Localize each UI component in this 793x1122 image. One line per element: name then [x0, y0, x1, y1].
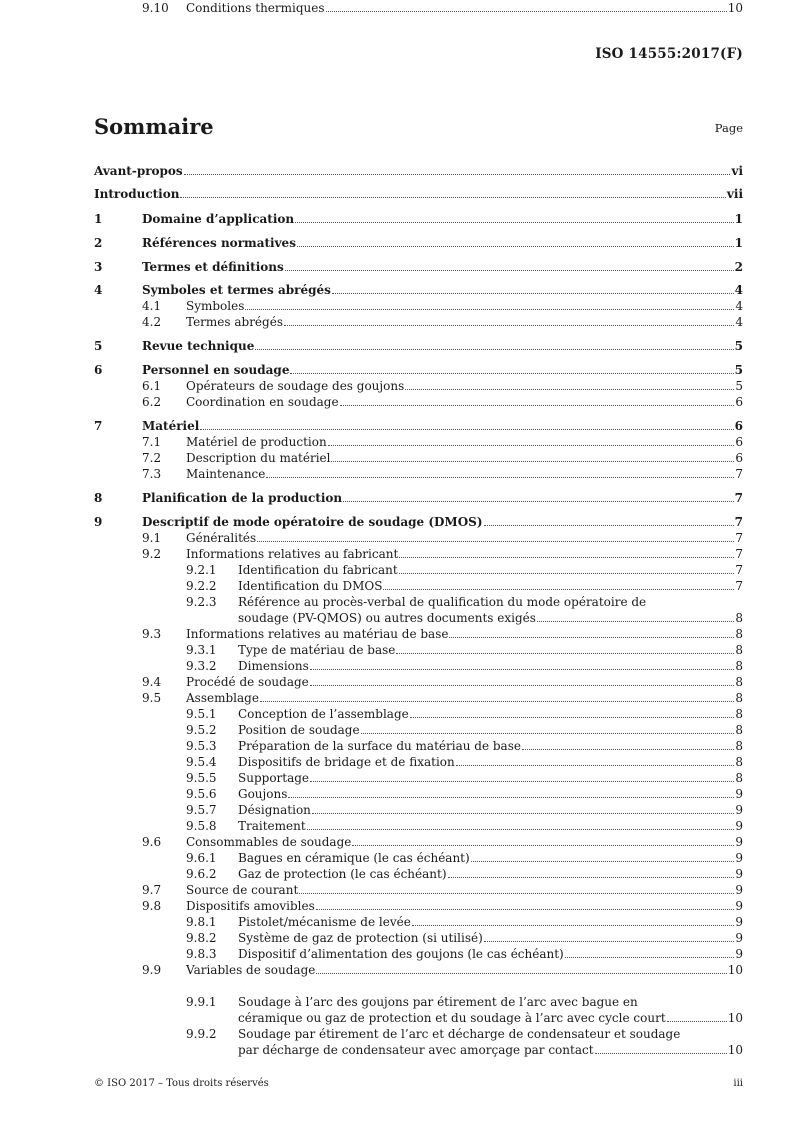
- toc-entry-page: 4: [734, 283, 743, 297]
- toc-entry-number: 7: [94, 419, 103, 433]
- toc-entry-page: 7: [735, 563, 743, 577]
- toc-entry[interactable]: [94, 722, 743, 738]
- dot-leader: [565, 957, 735, 958]
- toc-entry-number: 9.8.1: [186, 915, 217, 929]
- dot-leader: [307, 829, 735, 830]
- dot-leader: [200, 429, 733, 430]
- toc-entry-number: 9.7: [142, 883, 162, 897]
- toc-entry-page: 8: [735, 707, 743, 721]
- toc-entry[interactable]: [94, 1026, 743, 1057]
- toc-entry-title: Système de gaz de protection (si utilisé): [238, 931, 483, 945]
- toc-entry[interactable]: [94, 770, 743, 786]
- toc-entry-number: 9.8.2: [186, 931, 217, 945]
- toc-entry-title-continuation: soudage (PV-QMOS) ou autres documents exigés: [238, 611, 536, 625]
- dot-leader: [285, 270, 734, 271]
- toc-entry-page: 8: [735, 643, 743, 657]
- toc-entry[interactable]: [94, 882, 743, 898]
- toc-entry-number: 9.9: [142, 963, 162, 977]
- dot-leader: [449, 637, 734, 638]
- toc-entry-number: 8: [94, 491, 103, 505]
- toc-entry-page: 7: [735, 579, 743, 593]
- toc-entry[interactable]: [94, 690, 743, 706]
- dot-leader: [361, 733, 735, 734]
- dot-leader: [405, 389, 734, 390]
- toc-entry-title: Position de soudage: [238, 723, 360, 737]
- toc-entry-title: Avant-propos: [94, 164, 183, 178]
- dot-leader: [180, 197, 725, 198]
- toc-entry-title: Opérateurs de soudage des goujons: [186, 379, 405, 393]
- toc-entry[interactable]: [94, 434, 743, 450]
- dot-leader: [332, 293, 734, 294]
- dot-leader: [297, 246, 734, 247]
- toc-entry-page: 9: [735, 851, 743, 865]
- toc-entry-number: 9.9.2: [186, 1027, 217, 1041]
- toc-entry[interactable]: [94, 466, 743, 482]
- toc-entry-page: 8: [735, 755, 743, 769]
- dot-leader: [448, 877, 735, 878]
- toc-entry[interactable]: [94, 914, 743, 930]
- toc-entry[interactable]: [94, 418, 743, 434]
- toc-entry-number: 6.1: [142, 379, 162, 393]
- toc-entry[interactable]: [94, 490, 743, 506]
- toc-entry-page: 9: [735, 947, 743, 961]
- toc-entry-number: 9.6: [142, 835, 162, 849]
- toc-entry-page: 8: [735, 611, 743, 625]
- toc-entry-number: 9.2: [142, 547, 162, 561]
- toc-entry-title: Supportage: [238, 771, 310, 785]
- toc-entry[interactable]: [94, 450, 743, 466]
- toc-entry-number: 9.5.2: [186, 723, 217, 737]
- toc-entry[interactable]: [94, 378, 743, 394]
- dot-leader: [328, 445, 735, 446]
- toc-entry-title: Soudage par étirement de l’arc et décharge de condensateur et soudage: [238, 1027, 681, 1041]
- toc-entry[interactable]: [94, 186, 743, 202]
- toc-entry-title: Références normatives: [142, 236, 296, 250]
- toc-entry[interactable]: [94, 738, 743, 754]
- toc-entry-page: 10: [727, 963, 743, 977]
- toc-entry[interactable]: [94, 754, 743, 770]
- toc-entry-number: 2: [94, 236, 103, 250]
- dot-leader: [257, 541, 734, 542]
- toc-entry-number: 4.1: [142, 299, 162, 313]
- toc-entry-title: Termes et définitions: [142, 260, 284, 274]
- toc-entry-title: Matériel de production: [186, 435, 327, 449]
- dot-leader: [316, 973, 726, 974]
- toc-entry-number: 9.8: [142, 899, 162, 913]
- toc-entry-title: Informations relatives au matériau de base: [186, 627, 449, 641]
- toc-entry[interactable]: [94, 259, 743, 275]
- dot-leader: [245, 309, 734, 310]
- toc-entry-page: 8: [735, 675, 743, 689]
- toc-entry-page: 9: [735, 803, 743, 817]
- dot-leader: [396, 653, 734, 654]
- toc-entry[interactable]: [94, 626, 743, 642]
- toc-entry[interactable]: [94, 786, 743, 802]
- toc-entry-number: 9.5.1: [186, 707, 217, 721]
- toc-entry-title: Symboles et termes abrégés: [142, 283, 331, 297]
- toc-entry-page: 6: [735, 435, 743, 449]
- toc-entry-title: Introduction: [94, 187, 180, 201]
- toc-entry-title: Dispositifs de bridage et de fixation: [238, 755, 455, 769]
- toc-entry[interactable]: [94, 530, 743, 546]
- toc-entry-page: 9: [735, 915, 743, 929]
- toc-entry-title: Termes abrégés: [186, 315, 283, 329]
- toc-entry-page: 9: [735, 787, 743, 801]
- dot-leader: [352, 845, 734, 846]
- toc-entry-title: Matériel: [142, 419, 200, 433]
- toc-entry-page: 4: [735, 315, 743, 329]
- toc-entry[interactable]: [94, 235, 743, 251]
- toc-entry-number: 9.5.4: [186, 755, 217, 769]
- toc-entry[interactable]: [94, 394, 743, 410]
- toc-entry[interactable]: [94, 834, 743, 850]
- toc-entry-page: 10: [727, 1043, 743, 1057]
- dot-leader: [410, 717, 735, 718]
- dot-leader: [522, 749, 734, 750]
- toc-entry-page: 9: [735, 883, 743, 897]
- toc-entry-title: Dispositifs amovibles: [186, 899, 315, 913]
- dot-leader: [456, 765, 735, 766]
- toc-entry-title: Variables de soudage: [186, 963, 316, 977]
- dot-leader: [484, 525, 734, 526]
- toc-entry-title: Source de courant: [186, 883, 299, 897]
- dot-leader: [484, 941, 735, 942]
- toc-entry-page: vii: [726, 187, 743, 201]
- toc-entry-title: Préparation de la surface du matériau de base: [238, 739, 521, 753]
- toc-entry-page: 5: [734, 339, 743, 353]
- toc-entry-page: 6: [735, 451, 743, 465]
- toc-entry-page: 6: [735, 395, 743, 409]
- toc-entry-title: Revue technique: [142, 339, 255, 353]
- toc-entry-title: Bagues en céramique (le cas échéant): [238, 851, 470, 865]
- dot-leader: [260, 701, 734, 702]
- toc-entry-page: 8: [735, 627, 743, 641]
- dot-leader: [340, 405, 735, 406]
- toc-entry-number: 1: [94, 212, 103, 226]
- toc-entry-number: 7.3: [142, 467, 162, 481]
- toc-entry-page: 9: [735, 931, 743, 945]
- toc-entry-number: 9.2.2: [186, 579, 217, 593]
- toc-entry-title: Assemblage: [186, 691, 259, 705]
- toc-entry-title: Dimensions: [238, 659, 309, 673]
- toc-entry[interactable]: [94, 546, 743, 562]
- toc-entry-title: Goujons: [238, 787, 288, 801]
- toc-entry[interactable]: [94, 946, 743, 962]
- toc-entry[interactable]: [94, 802, 743, 818]
- dot-leader: [295, 222, 734, 223]
- dot-leader: [266, 477, 734, 478]
- dot-leader: [310, 685, 735, 686]
- toc-entry-title: Gaz de protection (le cas échéant): [238, 867, 447, 881]
- toc-entry-title: Conditions thermiques: [186, 1, 325, 15]
- toc-entry-number: 9.5.8: [186, 819, 217, 833]
- toc-entry-number: 7.1: [142, 435, 162, 449]
- toc-entry[interactable]: [94, 211, 743, 227]
- toc-entry-page: 1: [734, 212, 743, 226]
- toc-entry[interactable]: [94, 962, 743, 978]
- toc-entry[interactable]: [94, 994, 743, 1025]
- toc-entry-number: 9.2.1: [186, 563, 217, 577]
- footer-page-number: iii: [733, 1078, 743, 1089]
- toc-entry-number: 9.4: [142, 675, 162, 689]
- toc-entry-page: 7: [734, 491, 743, 505]
- dot-leader: [255, 349, 733, 350]
- toc-entry[interactable]: [94, 674, 743, 690]
- toc-entry-title-continuation: céramique ou gaz de protection et du soudage à l’arc avec cycle court: [238, 1011, 666, 1025]
- toc-entry-page: 7: [735, 547, 743, 561]
- toc-entry-number: 4.2: [142, 315, 162, 329]
- toc-entry-page: 8: [735, 739, 743, 753]
- dot-leader: [290, 373, 733, 374]
- toc-entry-page: 2: [734, 260, 743, 274]
- dot-leader: [184, 174, 731, 175]
- dot-leader: [471, 861, 735, 862]
- toc-entry-number: 9.6.1: [186, 851, 217, 865]
- toc-entry-number: 9.8.3: [186, 947, 217, 961]
- toc-entry-number: 6: [94, 363, 103, 377]
- toc-entry-page: 10: [727, 1011, 743, 1025]
- toc-entry-number: 9: [94, 515, 103, 529]
- dot-leader: [288, 797, 734, 798]
- dot-leader: [399, 557, 734, 558]
- toc-entry-number: 9.3.2: [186, 659, 217, 673]
- toc-entry-page: 4: [735, 299, 743, 313]
- toc-entry-number: 9.10: [142, 1, 169, 15]
- toc-entry-page: 10: [727, 1, 743, 15]
- toc-entry-page: 5: [734, 363, 743, 377]
- toc-entry[interactable]: [94, 0, 743, 16]
- toc-entry-page: 7: [734, 515, 743, 529]
- toc-entry-number: 9.5: [142, 691, 162, 705]
- toc-entry-number: 4: [94, 283, 103, 297]
- toc-entry[interactable]: [94, 314, 743, 330]
- toc-entry-page: vi: [731, 164, 743, 178]
- toc-entry[interactable]: [94, 578, 743, 594]
- dot-leader: [299, 893, 734, 894]
- dot-leader: [284, 325, 734, 326]
- toc-entry-number: 9.5.3: [186, 739, 217, 753]
- toc-entry-title: Planification de la production: [142, 491, 343, 505]
- document-id: ISO 14555:2017(F): [595, 46, 743, 62]
- toc-entry-title: Généralités: [186, 531, 257, 545]
- toc-entry-title: Descriptif de mode opératoire de soudage (DMOS): [142, 515, 483, 529]
- toc-entry[interactable]: [94, 514, 743, 530]
- toc-entry-page: 5: [735, 379, 743, 393]
- dot-leader: [316, 909, 735, 910]
- dot-leader: [399, 573, 735, 574]
- toc-entry-number: 9.3.1: [186, 643, 217, 657]
- toc-entry-page: 7: [735, 467, 743, 481]
- toc-entry-title: Désignation: [238, 803, 311, 817]
- toc-entry-title: Conception de l’assemblage: [238, 707, 409, 721]
- toc-entry-number: 9.5.7: [186, 803, 217, 817]
- footer-copyright: © ISO 2017 – Tous droits réservés: [94, 1078, 269, 1089]
- dot-leader: [383, 589, 734, 590]
- toc-entry-title: Type de matériau de base: [238, 643, 396, 657]
- toc-entry-number: 9.5.5: [186, 771, 217, 785]
- toc-entry-title: Personnel en soudage: [142, 363, 290, 377]
- toc-entry-number: 9.6.2: [186, 867, 217, 881]
- dot-leader: [310, 669, 735, 670]
- dot-leader: [326, 11, 727, 12]
- dot-leader: [343, 501, 734, 502]
- toc-entry[interactable]: [94, 850, 743, 866]
- toc-entry-number: 5: [94, 339, 103, 353]
- toc-entry-title: Procédé de soudage: [186, 675, 309, 689]
- toc-entry-title: Coordination en soudage: [186, 395, 339, 409]
- toc-entry[interactable]: [94, 930, 743, 946]
- toc-entry-number: 3: [94, 260, 103, 274]
- toc-entry-page: 9: [735, 899, 743, 913]
- toc-entry-title: Informations relatives au fabricant: [186, 547, 399, 561]
- toc-entry-title: Dispositif d’alimentation des goujons (le cas échéant): [238, 947, 564, 961]
- toc-entry[interactable]: [94, 866, 743, 882]
- toc-entry-page: 9: [735, 867, 743, 881]
- toc-entry-number: 9.5.6: [186, 787, 217, 801]
- toc-entry-title: Domaine d’application: [142, 212, 295, 226]
- toc-entry-page: 6: [734, 419, 743, 433]
- toc-entry-title: Référence au procès-verbal de qualification du mode opératoire de: [238, 595, 647, 609]
- toc-entry-number: 9.2.3: [186, 595, 217, 609]
- toc-entry-title: Identification du DMOS: [238, 579, 383, 593]
- dot-leader: [537, 621, 734, 622]
- toc-entry-page: 8: [735, 691, 743, 705]
- dot-leader: [310, 781, 734, 782]
- toc-entry-number: 7.2: [142, 451, 162, 465]
- dot-leader: [595, 1053, 727, 1054]
- dot-leader: [667, 1021, 727, 1022]
- toc-entry-number: 9.9.1: [186, 995, 217, 1009]
- toc-entry-title: Traitement: [238, 819, 306, 833]
- toc-entry-number: 9.3: [142, 627, 162, 641]
- toc-entry-title: Soudage à l’arc des goujons par étirement de l’arc avec bague en: [238, 995, 638, 1009]
- toc-entry[interactable]: [94, 658, 743, 674]
- toc-entry[interactable]: [94, 898, 743, 914]
- toc-entry-page: 9: [735, 835, 743, 849]
- toc-entry[interactable]: [94, 338, 743, 354]
- toc-entry-title: Identification du fabricant: [238, 563, 398, 577]
- toc-entry-page: 8: [735, 723, 743, 737]
- toc-entry[interactable]: [94, 818, 743, 834]
- toc-entry[interactable]: [94, 362, 743, 378]
- dot-leader: [412, 925, 735, 926]
- toc-entry-title: Maintenance: [186, 467, 266, 481]
- toc-entry[interactable]: [94, 706, 743, 722]
- toc-entry[interactable]: [94, 562, 743, 578]
- toc-entry-title: Consommables de soudage: [186, 835, 352, 849]
- toc-entry[interactable]: [94, 282, 743, 298]
- toc-entry-number: 6.2: [142, 395, 162, 409]
- toc-entry-page: 7: [735, 531, 743, 545]
- dot-leader: [331, 461, 734, 462]
- toc-entry[interactable]: [94, 594, 743, 625]
- toc-entry-page: 9: [735, 819, 743, 833]
- toc-entry[interactable]: [94, 298, 743, 314]
- toc-entry-page: 8: [735, 659, 743, 673]
- toc-entry-title-continuation: par décharge de condensateur avec amorçage par contact: [238, 1043, 594, 1057]
- toc-entry-title: Symboles: [186, 299, 245, 313]
- page-column-label: Page: [714, 121, 743, 135]
- toc-entry-page: 1: [734, 236, 743, 250]
- toc-title: Sommaire: [94, 114, 214, 139]
- dot-leader: [312, 813, 734, 814]
- toc-entry[interactable]: [94, 163, 743, 179]
- toc-entry-page: 8: [735, 771, 743, 785]
- toc-entry-title: Pistolet/mécanisme de levée: [238, 915, 411, 929]
- toc-entry-title: Description du matériel: [186, 451, 331, 465]
- toc-entry[interactable]: [94, 642, 743, 658]
- toc-entry-number: 9.1: [142, 531, 162, 545]
